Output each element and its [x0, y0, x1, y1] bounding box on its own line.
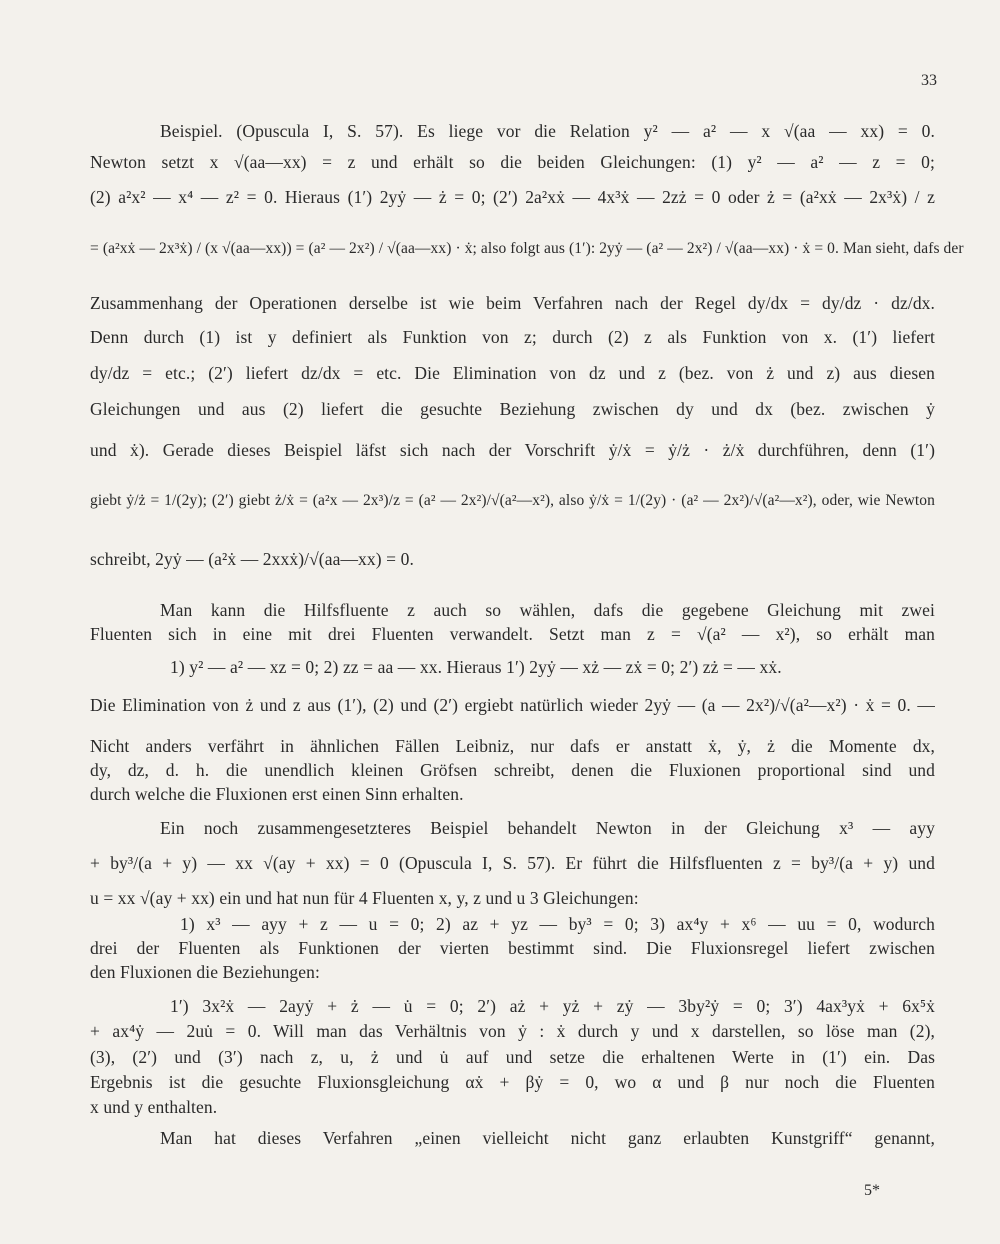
- text-line: Beispiel. (Opuscula I, S. 57). Es liege vor die Relation y² — a² — x √(aa — xx) = 0.: [160, 121, 935, 141]
- text-line: x und y enthalten.: [90, 1097, 218, 1117]
- text-line: Nicht anders verfährt in ähnlichen Fällen Leibniz, nur dafs er anstatt ẋ, ẏ, ż die Momente dx,: [90, 736, 935, 756]
- text-line: schreibt, 2yẏ — (a²ẋ — 2xxẋ)/√(aa—xx) = 0.: [90, 549, 414, 569]
- text-line: Ein noch zusammengesetzteres Beispiel behandelt Newton in der Gleichung x³ — ayy: [160, 818, 935, 838]
- text-line: dy, dz, d. h. die unendlich kleinen Gröfsen schreibt, denen die Fluxionen proportional sind und: [90, 760, 935, 780]
- text-line: 1′) 3x²ẋ — 2ayẏ + ż — u̇ = 0; 2′) aż + yż + zẏ — 3by²ẏ = 0; 3′) 4ax³yẋ + 6x⁵ẋ: [170, 996, 935, 1016]
- text-line: Zusammenhang der Operationen derselbe ist wie beim Verfahren nach der Regel dy/dx = dy/dz · dz/dx.: [90, 293, 935, 313]
- text-line: durch welche die Fluxionen erst einen Sinn erhalten.: [90, 784, 464, 804]
- text-line: den Fluxionen die Beziehungen:: [90, 962, 320, 982]
- text-line: Newton setzt x √(aa—xx) = z und erhält so die beiden Gleichungen: (1) y² — a² — z = 0;: [90, 152, 935, 172]
- text-line: + by³/(a + y) — xx √(ay + xx) = 0 (Opuscula I, S. 57). Er führt die Hilfsfluenten z = by³/(a + y) und: [90, 853, 935, 873]
- page-number: 33: [921, 72, 937, 89]
- text-line: Man kann die Hilfsfluente z auch so wählen, dafs die gegebene Gleichung mit zwei: [160, 600, 935, 620]
- text-line: Denn durch (1) ist y definiert als Funktion von z; durch (2) z als Funktion von x. (1′) liefert: [90, 327, 935, 347]
- text-line: Gleichungen und aus (2) liefert die gesuchte Beziehung zwischen dy und dx (bez. zwischen ẏ: [90, 399, 935, 419]
- text-line: giebt ẏ/ż = 1/(2y); (2′) giebt ż/ẋ = (a²x — 2x³)/z = (a² — 2x²)/√(a²—x²), also ẏ/ẋ = 1/(2y) · (a² — 2x²)/√(a²—x²), oder, wie Newton: [90, 492, 935, 509]
- text-line: = (a²xẋ — 2x³ẋ) / (x √(aa—xx)) = (a² — 2x²) / √(aa—xx) · ẋ; also folgt aus (1′): 2yẏ — (a² — 2x²) / √(aa—xx) · ẋ = 0. Man sieht, dafs der: [90, 240, 964, 257]
- text-line: drei der Fluenten als Funktionen der vierten bestimmt sind. Die Fluxionsregel liefert zwischen: [90, 938, 935, 958]
- text-line: Man hat dieses Verfahren „einen vielleicht nicht ganz erlaubten Kunstgriff“ genannt,: [160, 1128, 935, 1148]
- text-line: (2) a²x² — x⁴ — z² = 0. Hieraus (1′) 2yẏ — ż = 0; (2′) 2a²xẋ — 4x³ẋ — 2zż = 0 oder ż = (a²xẋ — 2x³ẋ) / z: [90, 187, 935, 207]
- text-line: 1) y² — a² — xz = 0; 2) zz = aa — xx. Hieraus 1′) 2yẏ — xż — zẋ = 0; 2′) zż = — xẋ.: [170, 657, 782, 677]
- text-line: 1) x³ — ayy + z — u = 0; 2) az + yz — by³ = 0; 3) ax⁴y + x⁶ — uu = 0, wodurch: [180, 914, 935, 934]
- text-line: und ẋ). Gerade dieses Beispiel läfst sich nach der Vorschrift ẏ/ẋ = ẏ/ż · ż/ẋ durchführen, denn (1′): [90, 440, 935, 460]
- text-line: Die Elimination von ż und z aus (1′), (2) und (2′) ergiebt natürlich wieder 2yẏ — (a — 2x²)/√(a²—x²) · ẋ = 0. —: [90, 695, 935, 715]
- text-line: u = xx √(ay + xx) ein und hat nun für 4 Fluenten x, y, z und u 3 Gleichungen:: [90, 888, 639, 908]
- text-line: dy/dz = etc.; (2′) liefert dz/dx = etc. Die Elimination von dz und z (bez. von ż und z) aus diesen: [90, 363, 935, 383]
- signature-mark: 5*: [864, 1182, 880, 1199]
- text-line: Ergebnis ist die gesuchte Fluxionsgleichung αẋ + βẏ = 0, wo α und β nur noch die Fluenten: [90, 1072, 935, 1092]
- text-line: (3), (2′) und (3′) nach z, u, ż und u̇ auf und setze die erhaltenen Werte in (1′) ein. Das: [90, 1047, 935, 1067]
- text-line: Fluenten sich in eine mit drei Fluenten verwandelt. Setzt man z = √(a² — x²), so erhält man: [90, 624, 935, 644]
- text-line: + ax⁴ẏ — 2uu̇ = 0. Will man das Verhältnis von ẏ : ẋ durch y und x darstellen, so löse man (2),: [90, 1021, 935, 1041]
